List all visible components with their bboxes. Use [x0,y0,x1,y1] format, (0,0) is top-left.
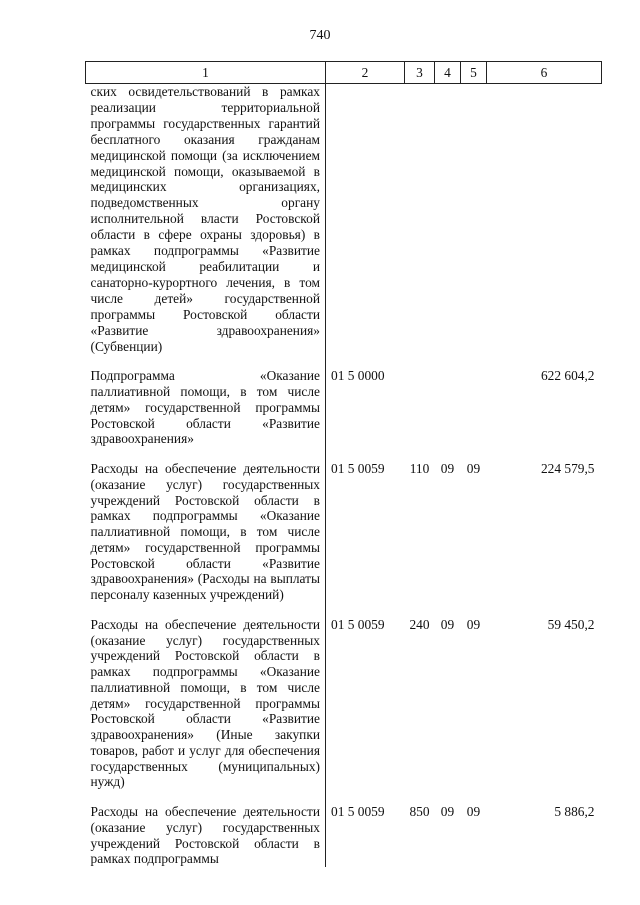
row-subsection [461,84,487,369]
row-target-article: 01 5 0059 [331,461,385,477]
column-header-1: 1 [86,62,326,84]
budget-table [85,61,602,867]
row-amount: 224 579,5 [540,461,595,477]
table-row [86,84,602,369]
row-description: Расходы на обеспечение деятельности (оказание услуг) государственных учреждений Ростовской области в рамках подпрограммы «Оказание паллиативной помощи, в том числе детям» государственной программы Ростовской области «Развитие здравоохранения» (Иные закупки товаров, работ и услуг для обеспечения государственных (муниципальных) нужд) [86,617,326,804]
row-section [435,368,461,461]
row-target-article [326,84,405,369]
row-subsection: 09 [466,616,481,632]
row-section: 09 [440,616,455,632]
column-header-6: 6 [487,62,602,84]
row-section: 09 [440,461,455,477]
row-target-article: 01 5 0059 [331,616,385,632]
row-target-article: 01 5 0000 [331,368,385,384]
column-header-4: 4 [435,62,461,84]
row-description: Расходы на обеспечение деятельности (оказание услуг) государственных учреждений Ростовской области в рамках подпрограммы «Оказание паллиативной помощи, в том числе детям» государственной программы Ростовской области «Развитие здравоохранения» (Расходы на выплаты персоналу казенных учреждений) [86,461,326,617]
row-expense-type: 240 [409,616,430,632]
row-expense-type: 850 [409,804,430,820]
table-row [86,804,602,867]
table-header [86,62,602,84]
table-row [86,368,602,461]
table-row [86,461,602,617]
row-description: Подпрограмма «Оказание паллиативной помощи, в том числе детям» государственной программы Ростовской области «Развитие здравоохранения» [86,368,326,461]
row-amount [487,84,602,369]
row-target-article: 01 5 0059 [331,804,385,820]
row-subsection [461,368,487,461]
row-amount: 5 886,2 [554,804,595,820]
table-body [86,84,602,868]
row-subsection: 09 [466,461,481,477]
row-section: 09 [440,804,455,820]
table-row [86,617,602,804]
row-description: Расходы на обеспечение деятельности (оказание услуг) государственных учреждений Ростовской области в рамках подпрограммы [86,804,326,867]
row-amount: 59 450,2 [547,616,595,632]
page-number: 740 [309,28,331,43]
row-expense-type: 110 [409,461,430,477]
row-description: ских освидетельствований в рамках реализации территориальной программы государственных гарантий бесплатного оказания гражданам медицинской помощи (за исключением медицинской помощи, оказываемой в медицинских организациях, подведомственных органу исполнительной власти Ростовской области в сфере охраны здоровья) в рамках подпрограммы «Развитие медицинской реабилитации и санаторно-курортного лечения, в том числе детей» государственной программы Ростовской области «Развитие здравоохранения» (Субвенции) [86,84,326,369]
header-row [86,62,602,84]
row-expense-type [405,84,435,369]
row-amount: 622 604,2 [540,368,595,384]
row-subsection: 09 [466,804,481,820]
column-header-3: 3 [405,62,435,84]
column-header-2: 2 [326,62,405,84]
column-header-5: 5 [461,62,487,84]
row-section [435,84,461,369]
row-expense-type [405,368,435,461]
